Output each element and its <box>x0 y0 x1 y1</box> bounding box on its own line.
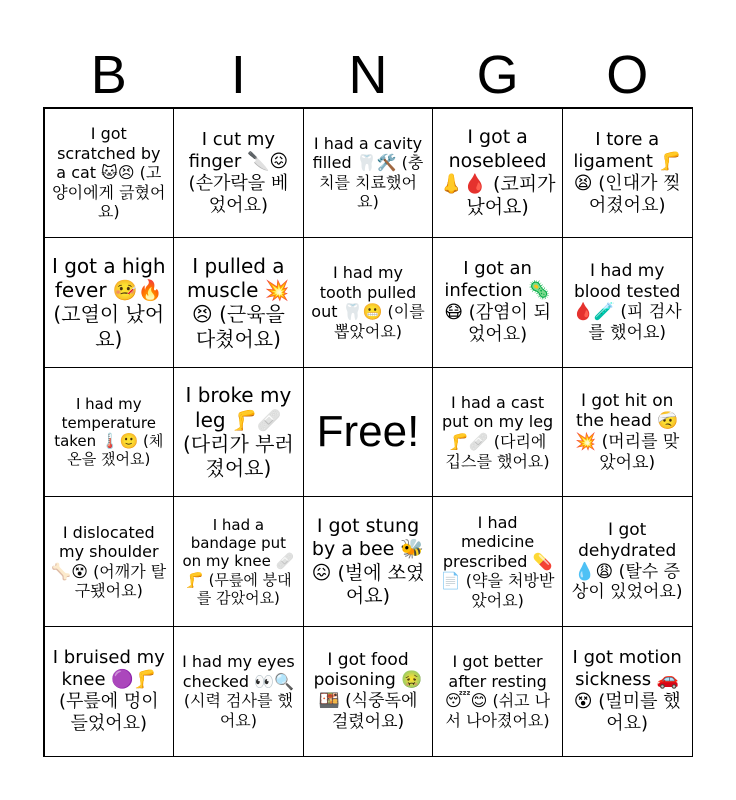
cell-text: I got a nosebleed 👃🩸 (코피가 났어요) <box>439 126 556 218</box>
cell-text: I had a bandage put on my knee 🩹🦵 (무릎에 붕대를 감았어요) <box>182 515 295 608</box>
cell-text: I got an infection 🦠😷 (감염이 되었어요) <box>444 258 551 346</box>
bingo-cell[interactable] <box>562 367 693 498</box>
cell-text: I got scratched by a cat 🐱😣 (고양이에게 긁혔어요) <box>52 124 166 222</box>
cell-text: I had my blood tested 🩸🧪 (피 검사를 했어요) <box>572 260 682 344</box>
header-letter-i: I <box>230 45 246 105</box>
bingo-cell[interactable] <box>303 108 434 239</box>
bingo-cell[interactable] <box>432 108 563 239</box>
cell-text: I got dehydrated 💧😩 (탈수 증상이 있었어요) <box>571 520 683 603</box>
cell-text: I had my tooth pulled out 🦷😬 (이를 뽑았어요) <box>311 263 425 341</box>
bingo-cell[interactable] <box>562 626 693 757</box>
bingo-cell[interactable] <box>432 237 563 368</box>
bingo-cell[interactable] <box>44 237 175 368</box>
header-letter-n: N <box>348 45 388 105</box>
cell-text: I had medicine prescribed 💊📄 (약을 처방받았어요) <box>440 512 555 610</box>
cell-text: I dislocated my shoulder 🦴😵 (어깨가 탈구됐어요) <box>51 522 167 601</box>
bingo-cell[interactable] <box>173 496 304 627</box>
cell-text: I had a cavity filled 🦷🛠️ (충치를 치료했어요) <box>312 133 424 212</box>
bingo-cell[interactable] <box>432 367 563 498</box>
bingo-cell[interactable] <box>562 108 693 239</box>
bingo-cell[interactable] <box>432 496 563 627</box>
bingo-cell[interactable] <box>562 237 693 368</box>
cell-text: I had my temperature taken 🌡️🙂 (체온을 쟀어요) <box>54 395 164 469</box>
bingo-card-grid <box>43 107 693 757</box>
cell-text: I got food poisoning 🤢🍱 (식중독에 걸렸어요) <box>313 649 423 732</box>
header-letter-b: B <box>90 45 127 105</box>
header-letter-o: O <box>606 45 649 105</box>
free-space-label: Free! <box>316 406 420 456</box>
cell-text: I had my eyes checked 👀🔍 (시력 검사를 했어요) <box>182 652 295 730</box>
bingo-cell[interactable] <box>44 108 175 239</box>
bingo-cell[interactable] <box>432 626 563 757</box>
bingo-cell[interactable] <box>303 237 434 368</box>
cell-text: I tore a ligament 🦵😫 (인대가 찢어졌어요) <box>573 128 682 216</box>
cell-text: I got stung by a bee 🐝😖 (벌에 쏘였어요) <box>311 515 425 607</box>
cell-text: I broke my leg 🦵🩹 (다리가 부러졌어요) <box>183 383 294 481</box>
bingo-cell[interactable] <box>173 108 304 239</box>
bingo-cell[interactable] <box>173 237 304 368</box>
bingo-cell[interactable] <box>173 626 304 757</box>
cell-text: I cut my finger 🔪😖 (손가락을 베었어요) <box>188 128 289 216</box>
cell-text: I bruised my knee 🟣🦵 (무릎에 멍이 들었어요) <box>52 647 165 735</box>
bingo-cell[interactable] <box>44 626 175 757</box>
cell-text: I got hit on the head 🤕💥 (머리를 맞았어요) <box>575 390 680 473</box>
bingo-cell[interactable] <box>303 626 434 757</box>
bingo-cell[interactable] <box>303 496 434 627</box>
cell-text: I had a cast put on my leg 🦵🩹 (다리에 깁스를 했어요) <box>441 392 554 471</box>
bingo-cell[interactable] <box>562 496 693 627</box>
cell-text: I got a high fever 🤒🔥 (고열이 났어요) <box>51 253 166 351</box>
bingo-cell[interactable] <box>44 496 175 627</box>
header-letter-g: G <box>476 45 519 105</box>
cell-text: I got better after resting 😴😊 (쉬고 나서 나아졌어요) <box>445 652 551 730</box>
cell-text: I pulled a muscle 💥😣 (근육을 다쳤어요) <box>187 253 290 351</box>
free-space-cell[interactable] <box>303 367 434 498</box>
cell-text: I got motion sickness 🚗😵 (멀미를 했어요) <box>572 647 682 735</box>
bingo-cell[interactable] <box>173 367 304 498</box>
bingo-cell[interactable] <box>44 367 175 498</box>
bingo-header <box>44 40 692 110</box>
